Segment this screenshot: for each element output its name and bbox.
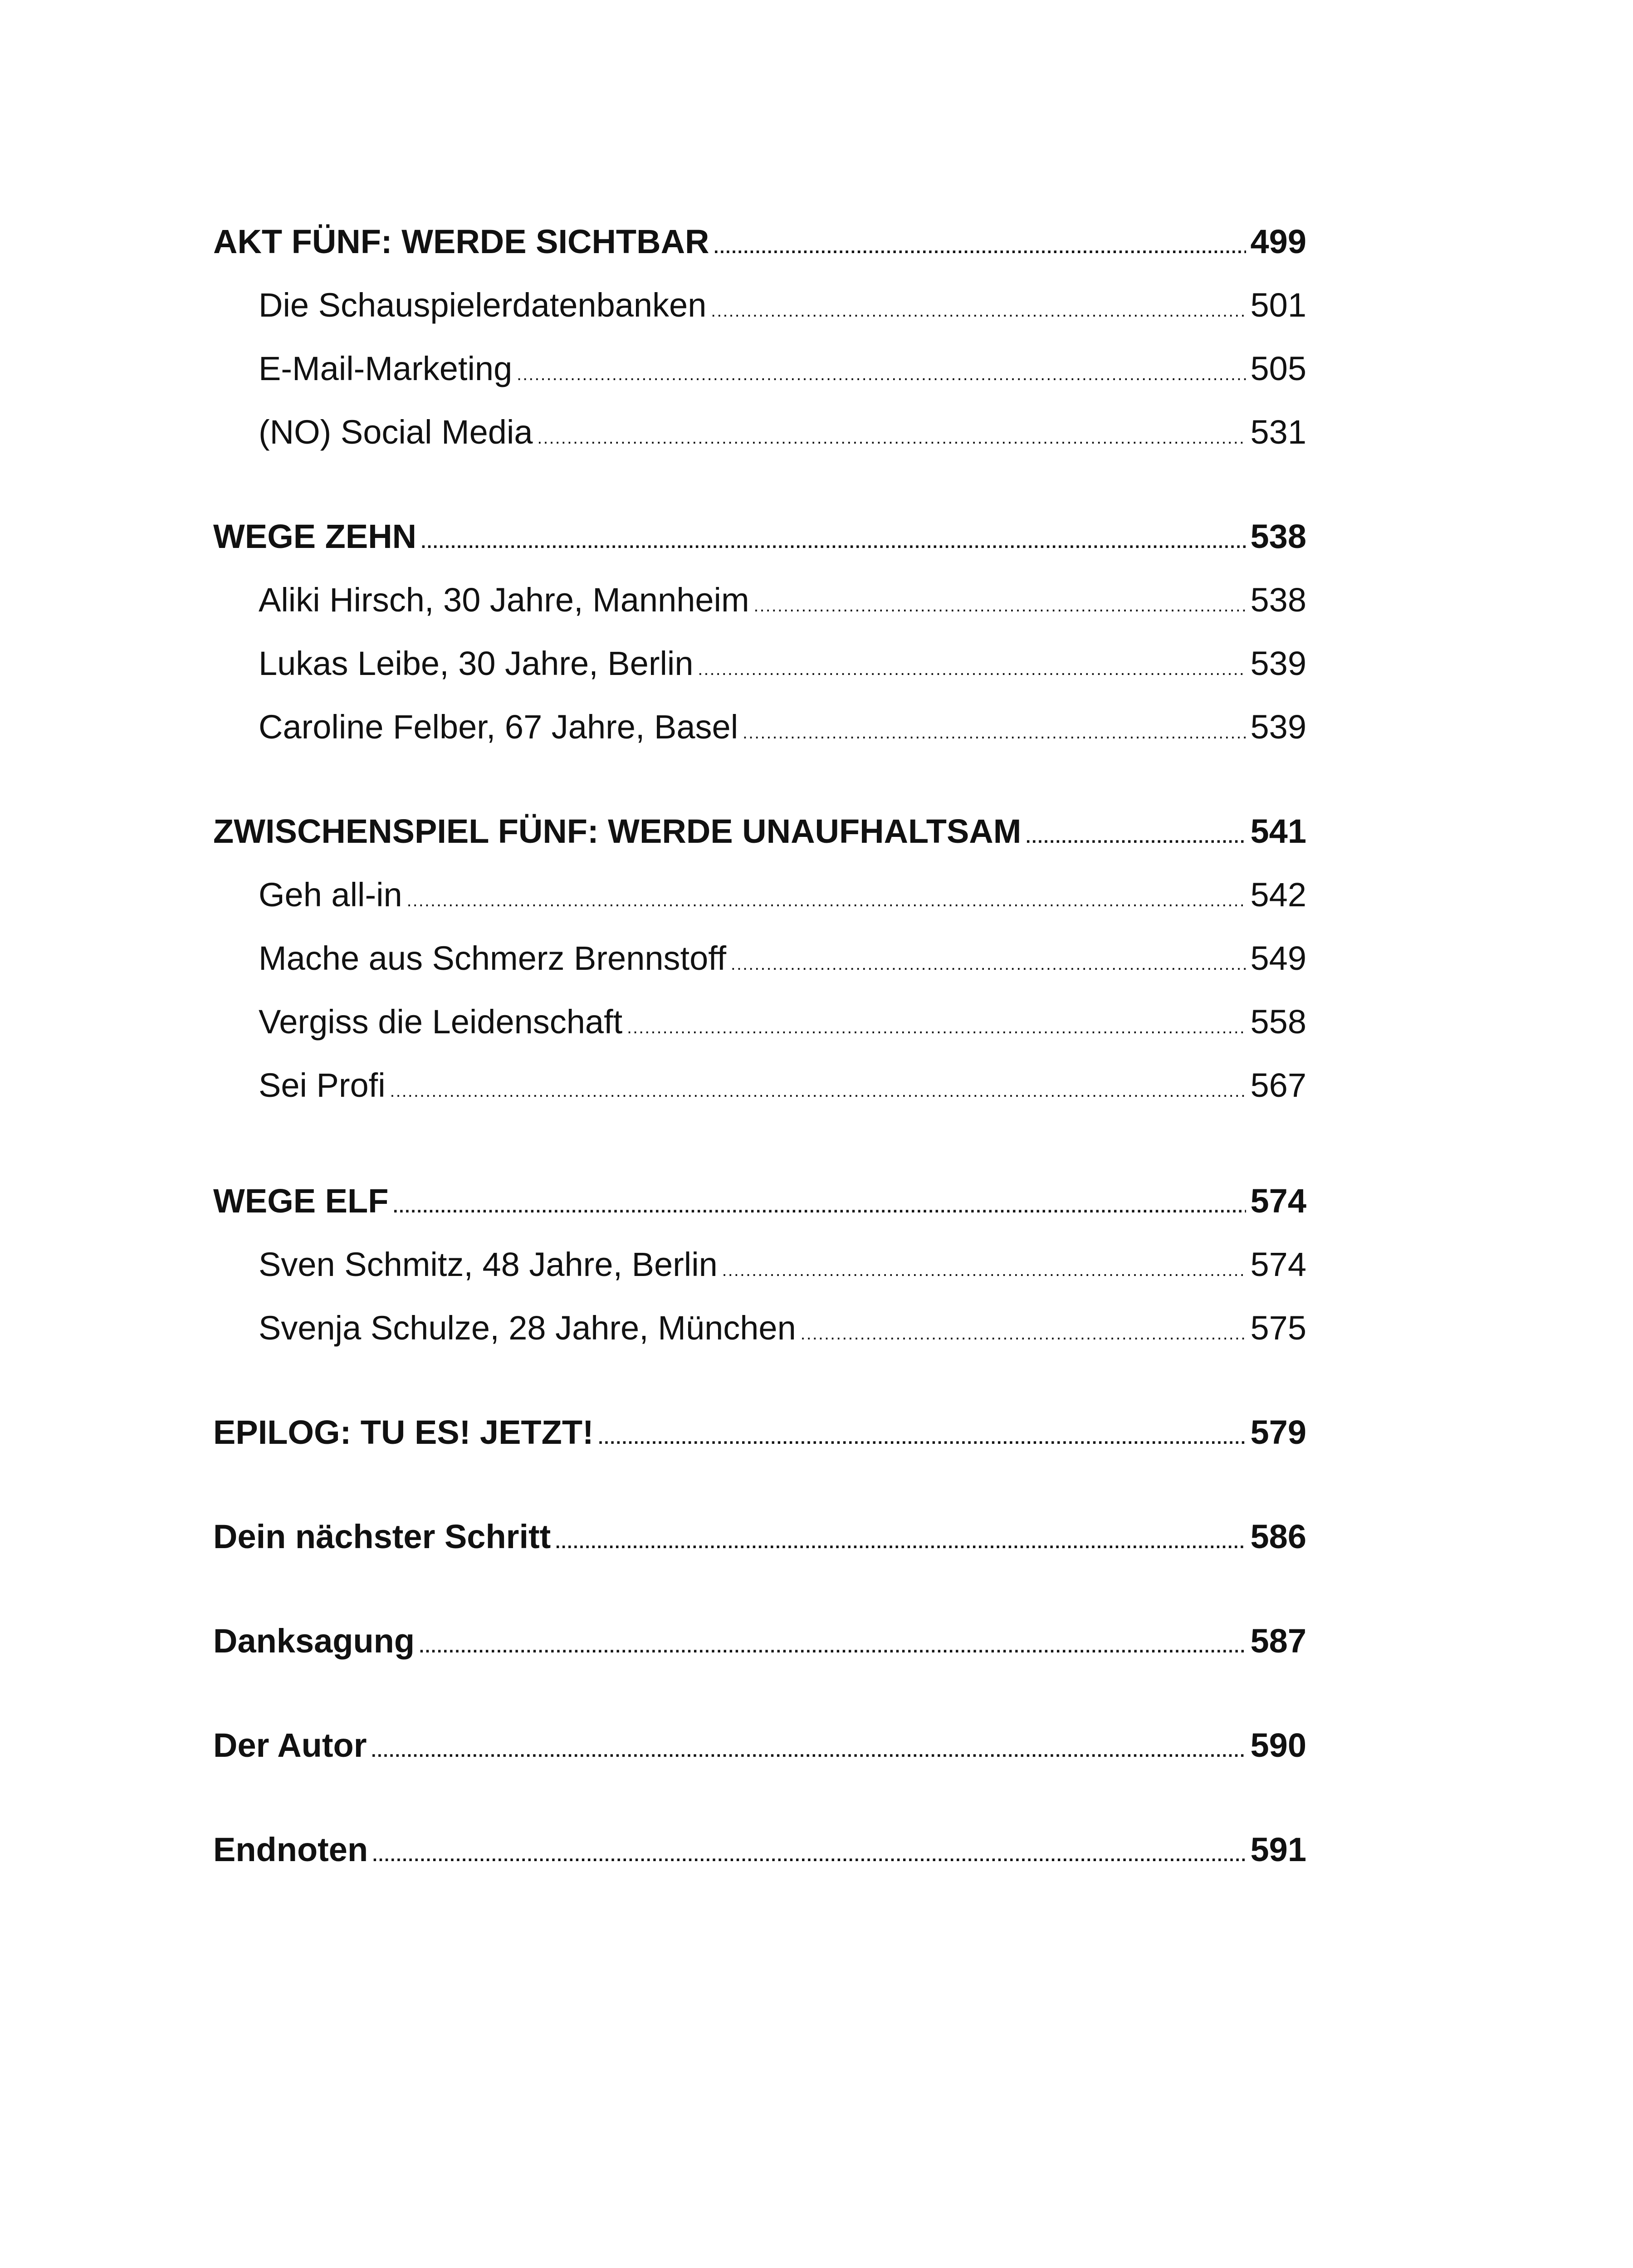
toc-entry-title: ZWISCHENSPIEL FÜNF: WERDE UNAUFHALTSAM	[213, 812, 1022, 850]
dot-leader	[722, 1245, 1246, 1284]
section-spacer	[213, 1581, 1306, 1622]
toc-subentry[interactable]	[213, 1002, 1306, 1066]
toc-entry-title: Danksagung	[213, 1622, 415, 1660]
toc-entry-page: 558	[1250, 1003, 1306, 1041]
toc-subentry[interactable]	[213, 939, 1306, 1002]
dot-leader	[598, 1413, 1246, 1452]
toc-subentry[interactable]	[213, 286, 1306, 349]
toc-section	[213, 812, 1306, 1129]
toc-entry-page: 591	[1250, 1831, 1306, 1868]
toc-entry-title: Svenja Schulze, 28 Jahre, München	[259, 1309, 796, 1347]
toc-entry-title: Mache aus Schmerz Brennstoff	[259, 939, 727, 977]
section-spacer	[213, 1789, 1306, 1830]
toc-entry-title: Endnoten	[213, 1831, 368, 1868]
toc-entry-page: 574	[1250, 1182, 1306, 1220]
dot-leader	[372, 1830, 1246, 1869]
toc-entry-title: EPILOG: TU ES! JETZT!	[213, 1413, 594, 1451]
toc-entry-page: 587	[1250, 1622, 1306, 1660]
toc-chapter-entry[interactable]	[213, 1413, 1306, 1476]
toc-subentry[interactable]	[213, 413, 1306, 476]
toc-entry-title: Lukas Leibe, 30 Jahre, Berlin	[259, 645, 694, 682]
dot-leader	[393, 1182, 1246, 1220]
section-spacer	[213, 1476, 1306, 1517]
table-of-contents	[213, 222, 1306, 1894]
toc-entry-page: 538	[1250, 518, 1306, 555]
toc-entry-page: 501	[1250, 286, 1306, 324]
section-spacer	[213, 476, 1306, 517]
section-spacer	[213, 771, 1306, 812]
toc-entry-page: 586	[1250, 1518, 1306, 1555]
toc-entry-title: Geh all-in	[259, 876, 402, 914]
toc-entry-title: E-Mail-Marketing	[259, 350, 513, 387]
toc-subentry[interactable]	[213, 581, 1306, 644]
toc-entry-title: Dein nächster Schritt	[213, 1518, 551, 1555]
dot-leader	[419, 1622, 1246, 1660]
dot-leader	[801, 1309, 1246, 1347]
section-spacer	[213, 1685, 1306, 1726]
toc-section	[213, 1182, 1306, 1372]
toc-subentry[interactable]	[213, 644, 1306, 708]
dot-leader	[1026, 812, 1246, 850]
toc-entry-page: 499	[1250, 223, 1306, 260]
toc-entry-page: 549	[1250, 939, 1306, 977]
toc-chapter-entry[interactable]	[213, 222, 1306, 286]
dot-leader	[743, 708, 1246, 746]
toc-entry-page: 539	[1250, 645, 1306, 682]
toc-subentry[interactable]	[213, 349, 1306, 413]
dot-leader	[731, 939, 1246, 978]
dot-leader	[421, 517, 1246, 556]
toc-entry-title: Vergiss die Leidenschaft	[259, 1003, 623, 1041]
toc-entry-title: Die Schauspielerdatenbanken	[259, 286, 707, 324]
toc-entry-title: AKT FÜNF: WERDE SICHTBAR	[213, 223, 709, 260]
dot-leader	[698, 644, 1246, 683]
toc-entry-title: (NO) Social Media	[259, 413, 533, 451]
toc-entry-page: 538	[1250, 581, 1306, 619]
toc-subentry[interactable]	[213, 1245, 1306, 1309]
toc-chapter-entry[interactable]	[213, 517, 1306, 581]
toc-chapter-entry[interactable]	[213, 1517, 1306, 1581]
toc-entry-page: 531	[1250, 413, 1306, 451]
toc-entry-title: Sei Profi	[259, 1066, 386, 1104]
toc-entry-title: Sven Schmitz, 48 Jahre, Berlin	[259, 1246, 718, 1283]
dot-leader	[714, 222, 1246, 261]
section-spacer	[213, 1129, 1306, 1182]
toc-entry-page: 574	[1250, 1246, 1306, 1283]
toc-subentry[interactable]	[213, 708, 1306, 771]
toc-entry-page: 542	[1250, 876, 1306, 914]
dot-leader	[390, 1066, 1246, 1105]
toc-entry-page: 575	[1250, 1309, 1306, 1347]
dot-leader	[627, 1002, 1246, 1041]
toc-entry-title: WEGE ELF	[213, 1182, 389, 1220]
toc-section	[213, 517, 1306, 771]
section-spacer	[213, 1372, 1306, 1413]
dot-leader	[711, 286, 1246, 324]
dot-leader	[555, 1517, 1246, 1556]
dot-leader	[407, 875, 1246, 914]
dot-leader	[754, 581, 1246, 619]
toc-chapter-entry[interactable]	[213, 1726, 1306, 1789]
toc-entry-title: Caroline Felber, 67 Jahre, Basel	[259, 708, 738, 746]
toc-entry-page: 579	[1250, 1413, 1306, 1451]
toc-subentry[interactable]	[213, 1309, 1306, 1372]
toc-chapter-entry[interactable]	[213, 812, 1306, 875]
dot-leader	[372, 1726, 1246, 1765]
toc-entry-page: 541	[1250, 812, 1306, 850]
toc-entry-title: Aliki Hirsch, 30 Jahre, Mannheim	[259, 581, 749, 619]
dot-leader	[517, 349, 1246, 388]
dot-leader	[538, 413, 1246, 451]
toc-subentry[interactable]	[213, 875, 1306, 939]
toc-entry-title: WEGE ZEHN	[213, 518, 417, 555]
toc-chapter-entry[interactable]	[213, 1830, 1306, 1894]
toc-entry-title: Der Autor	[213, 1726, 367, 1764]
toc-entry-page: 539	[1250, 708, 1306, 746]
toc-entry-page: 567	[1250, 1066, 1306, 1104]
toc-entry-page: 505	[1250, 350, 1306, 387]
toc-entry-page: 590	[1250, 1726, 1306, 1764]
toc-chapter-entry[interactable]	[213, 1622, 1306, 1685]
toc-subentry[interactable]	[213, 1066, 1306, 1129]
toc-section	[213, 222, 1306, 476]
toc-chapter-entry[interactable]	[213, 1182, 1306, 1245]
